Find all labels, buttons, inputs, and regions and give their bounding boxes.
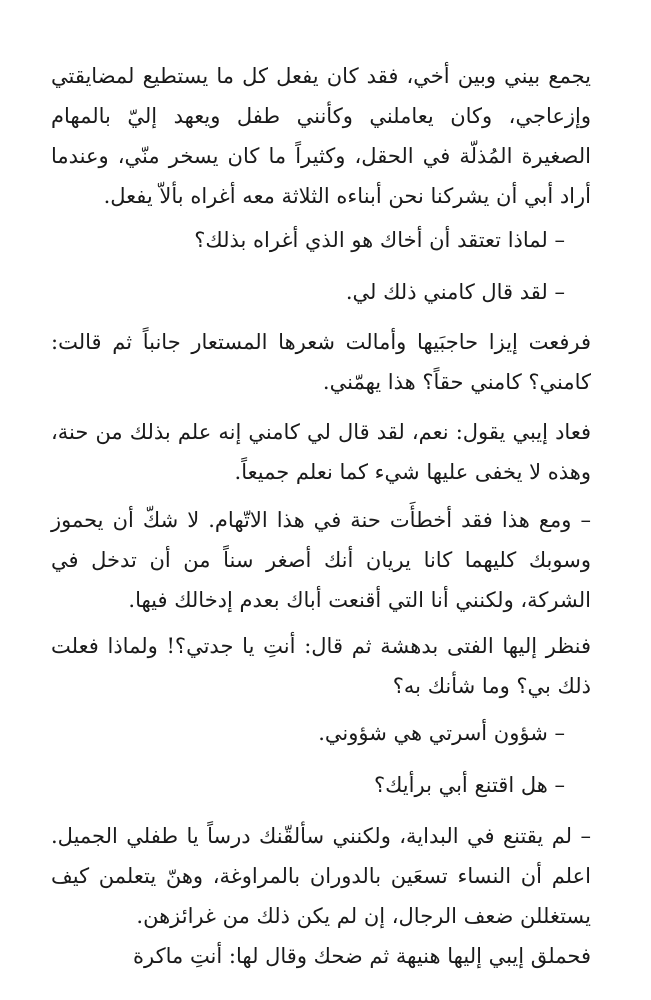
paragraph-5: فعاد إيبي يقول: نعم، لقد قال لي كامني إنه علم بذلك من حنة، وهذه لا يخفى عليها شيء كما نعلم جميعاً. bbox=[51, 420, 591, 484]
paragraph-11: فحملق إيبي إليها هنيهة ثم ضحك وقال لها: أنتِ ماكرة bbox=[133, 944, 591, 968]
dialogue-line: – ومع هذا فقد أخطأَت حنة في هذا الاتّهام. لا شكّ أن يحموز وسوبك كليهما كانا يريان أنك أصغر سناً من أن تدخل في الشركة، ولكنني أنا التي أقنعت أباك بعدم إدخالك فيها. bbox=[51, 508, 591, 612]
dialogue-line: – لقد قال كامني ذلك لي. bbox=[345, 280, 565, 304]
paragraph-4: فرفعت إيزا حاجبَيها وأمالت شعرها المستعار جانباً ثم قالت: كامني؟ كامني حقاً؟ هذا يهمّني. bbox=[51, 330, 591, 394]
dialogue-line: – لماذا تعتقد أن أخاك هو الذي أغراه بذلك؟ bbox=[194, 228, 565, 252]
paragraph-7: فنظر إليها الفتى بدهشة ثم قال: أنتِ يا جدتي؟! ولماذا فعلت ذلك بي؟ وما شأنك به؟ bbox=[51, 634, 591, 698]
dialogue-line: – شؤون أسرتي هي شؤوني. bbox=[318, 721, 565, 745]
paragraph-1: يجمع بيني وبين أخي، فقد كان يفعل كل ما يستطيع لمضايقتي وإزعاجي، وكان يعاملني وكأنني طفل ويعهد إليّ بالمهام الصغيرة المُذلّة في الحقل، وكثيراً ما كان يسخر منّي، وعندما أراد أبي أن يشركنا نحن أبناءه الثلاثة معه أغراه بألاّ يفعل. bbox=[51, 64, 591, 208]
dialogue-line: – هل اقتنع أبي برأيك؟ bbox=[373, 773, 565, 797]
dialogue-line: – لم يقتنع في البداية، ولكنني سألقّنك درساً يا طفلي الجميل. اعلم أن النساء تسعَين بالدوران بالمراوغة، وهنّ يتعلمن كيف يستغللن ضعف الرجال، إن لم يكن ذلك من غرائزهن. bbox=[51, 824, 591, 928]
